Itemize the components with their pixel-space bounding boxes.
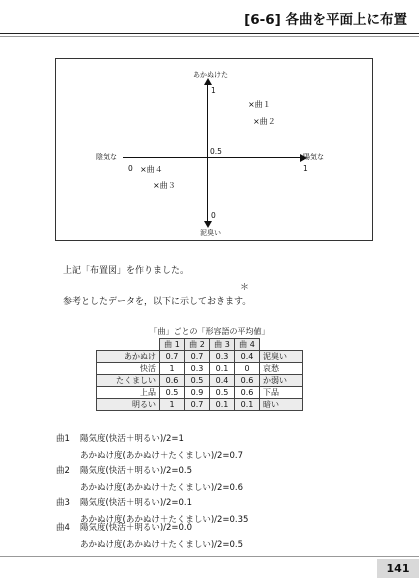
- axis-number-right: 1: [303, 164, 308, 173]
- axis-label-right: 陽気な: [303, 153, 324, 161]
- table-cell: 0.5: [185, 375, 210, 387]
- table-cell: 0.4: [210, 375, 235, 387]
- table-cell: 0.1: [210, 363, 235, 375]
- row-label: 快活: [97, 363, 160, 375]
- body-paragraph-1: 上記「布置図」を作りました。: [63, 266, 190, 276]
- page-number: 141: [377, 559, 419, 578]
- table-cell: 0.1: [210, 399, 235, 411]
- header-rule-thin: [0, 36, 419, 37]
- row-label: 上品: [97, 387, 160, 399]
- row-opposite-label: 下品: [260, 387, 303, 399]
- vertical-axis: [207, 82, 208, 222]
- calc-cheerfulness: 陽気度(快活＋明るい)/2=0.5: [80, 466, 193, 476]
- row-label: 明るい: [97, 399, 160, 411]
- row-label: あかぬけ: [97, 351, 160, 363]
- calc-song-label: 曲2: [56, 466, 70, 476]
- row-opposite-label: 哀愁: [260, 363, 303, 375]
- row-opposite-label: か弱い: [260, 375, 303, 387]
- point-song-2: ×曲２: [253, 117, 276, 126]
- table-cell: 0.7: [160, 351, 185, 363]
- arrow-down-icon: [204, 221, 212, 228]
- table-corner: [97, 339, 160, 351]
- table-cell: 0.3: [185, 363, 210, 375]
- average-values-table: [96, 338, 303, 411]
- table-cell: 0.1: [235, 399, 260, 411]
- table-cell: 0.4: [235, 351, 260, 363]
- table-cell: 0.9: [185, 387, 210, 399]
- calc-sophistication: あかぬけ度(あかぬけ＋たくましい)/2=0.7: [80, 451, 244, 461]
- table-cell: 0.6: [235, 387, 260, 399]
- table-cell: 0.3: [210, 351, 235, 363]
- table-header-row: [97, 339, 303, 351]
- axis-label-top: あかぬけた: [193, 71, 228, 79]
- table-row: [97, 399, 303, 411]
- row-label: たくましい: [97, 375, 160, 387]
- table-cell: 0: [235, 363, 260, 375]
- point-song-1: ×曲１: [248, 100, 271, 109]
- table-corner: [260, 339, 303, 351]
- table-header-cell: 曲 1: [160, 339, 185, 351]
- calc-song-label: 曲3: [56, 498, 70, 508]
- axis-number-top: 1: [211, 86, 216, 95]
- table-row: [97, 363, 303, 375]
- axis-number-center: 0.5: [210, 147, 222, 156]
- axis-number-left: 0: [128, 164, 133, 173]
- table-cell: 0.7: [185, 399, 210, 411]
- table-caption: 「曲」ごとの「形容語の平均値」: [149, 327, 270, 336]
- table-header-cell: 曲 3: [210, 339, 235, 351]
- calc-sophistication: あかぬけ度(あかぬけ＋たくましい)/2=0.6: [80, 483, 244, 493]
- footer-rule: [0, 556, 419, 557]
- table-cell: 0.6: [160, 375, 185, 387]
- row-opposite-label: 泥臭い: [260, 351, 303, 363]
- axis-label-left: 陰気な: [96, 153, 117, 161]
- axis-label-bottom: 泥臭い: [200, 229, 221, 237]
- table-header-cell: 曲 2: [185, 339, 210, 351]
- calc-cheerfulness: 陽気度(快活＋明るい)/2=1: [80, 434, 184, 444]
- table-cell: 1: [160, 399, 185, 411]
- horizontal-axis: [123, 157, 301, 158]
- table-row: [97, 387, 303, 399]
- point-song-4: ×曲４: [140, 165, 163, 174]
- body-paragraph-2: 参考としたデータを，以下に示しておきます。: [63, 297, 252, 307]
- calc-song-label: 曲4: [56, 523, 70, 533]
- calc-sophistication: あかぬけ度(あかぬけ＋たくましい)/2=0.35: [80, 515, 249, 525]
- table-row: [97, 375, 303, 387]
- calc-cheerfulness: 陽気度(快活＋明るい)/2=0.0: [80, 523, 193, 533]
- table-cell: 0.5: [210, 387, 235, 399]
- table-cell: 0.6: [235, 375, 260, 387]
- axis-number-bottom: 0: [211, 211, 216, 220]
- calc-song-label: 曲1: [56, 434, 70, 444]
- header-rule: [0, 33, 419, 34]
- section-asterisk: ＊: [240, 283, 250, 293]
- calc-sophistication: あかぬけ度(あかぬけ＋たくましい)/2=0.5: [80, 540, 244, 550]
- table-cell: 1: [160, 363, 185, 375]
- point-song-3: ×曲３: [153, 181, 176, 190]
- table-cell: 0.7: [185, 351, 210, 363]
- section-title: [6-6] 各曲を平面上に布置: [244, 12, 407, 28]
- table-row: [97, 351, 303, 363]
- row-opposite-label: 暗い: [260, 399, 303, 411]
- calc-cheerfulness: 陽気度(快活＋明るい)/2=0.1: [80, 498, 193, 508]
- table-header-cell: 曲 4: [235, 339, 260, 351]
- table-cell: 0.5: [160, 387, 185, 399]
